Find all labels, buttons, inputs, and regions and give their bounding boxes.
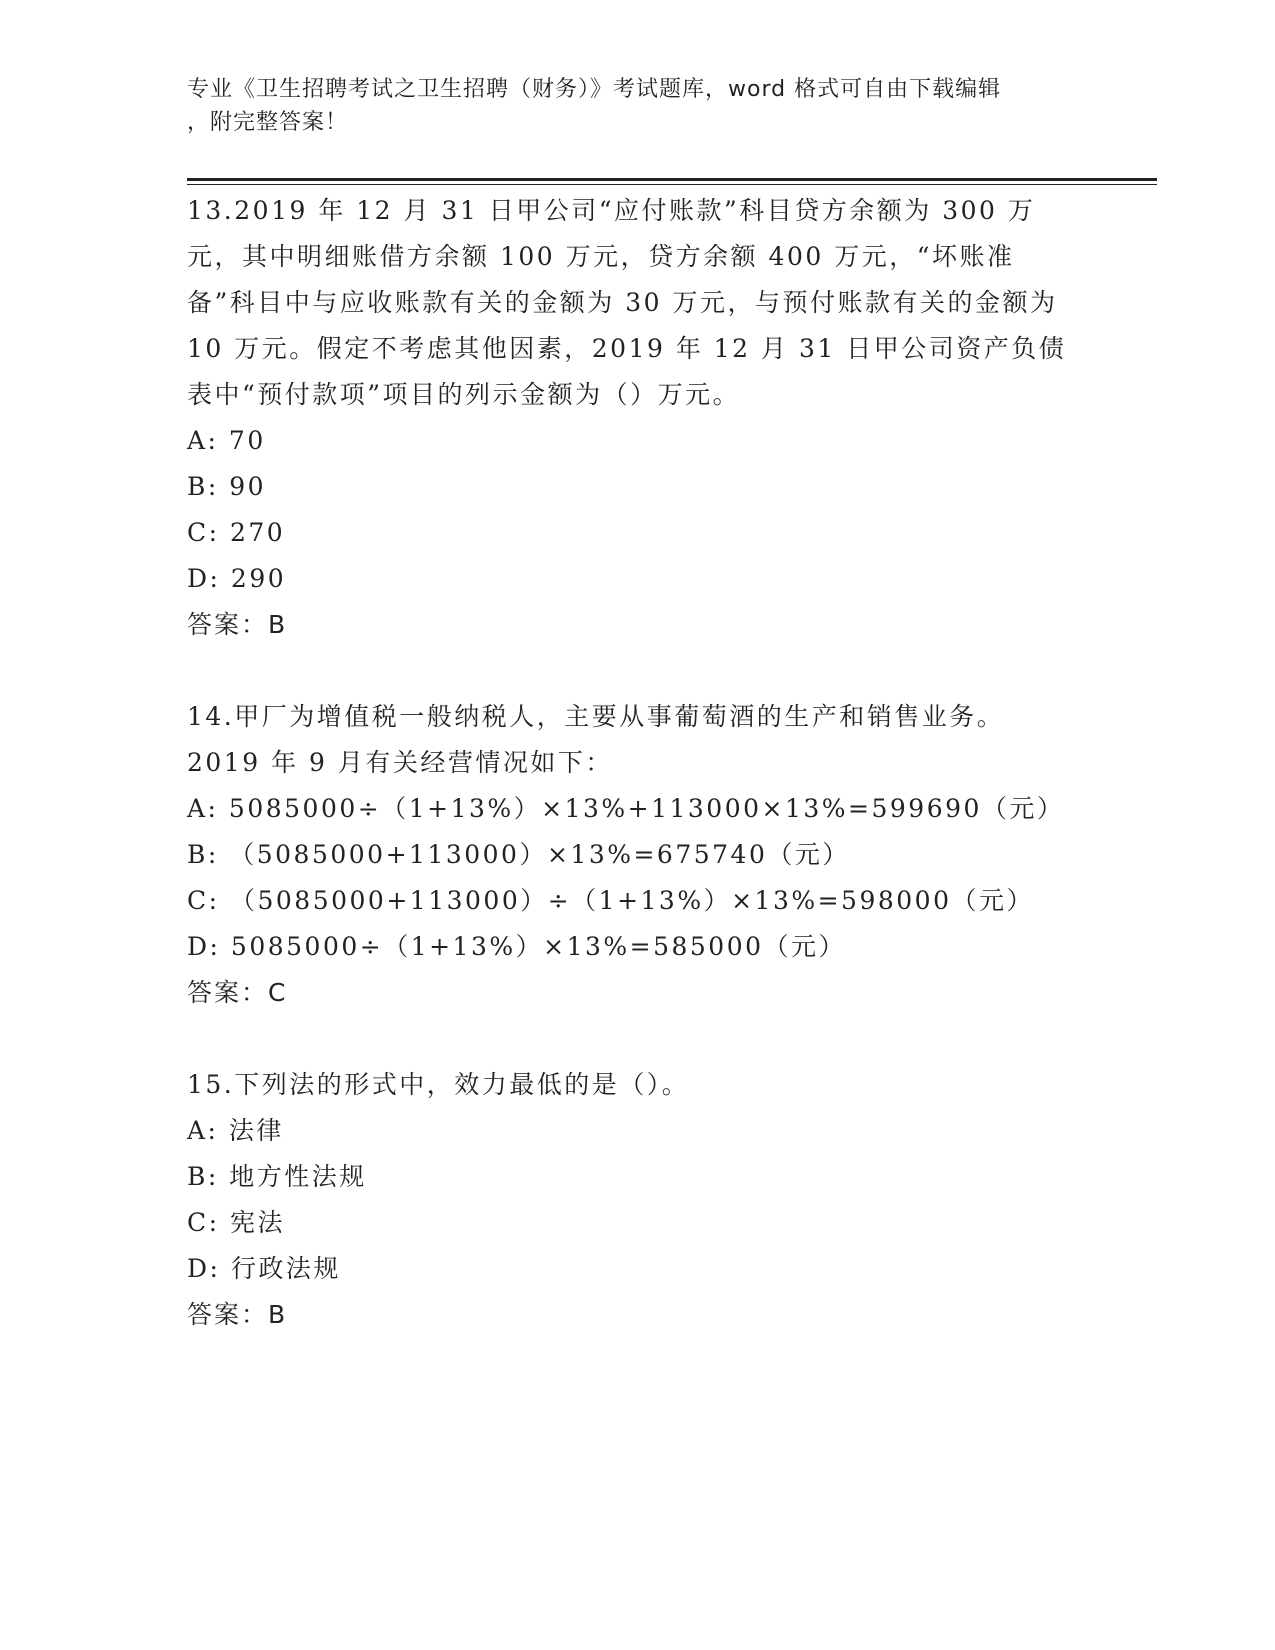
question-stem: 15.下列法的形式中，效力最低的是（）。 [187,1070,690,1099]
question-spacer [187,648,1077,694]
question-13 [187,188,1077,648]
option-c: C: 270 [187,518,286,547]
option-d: D: 5085000÷（1+13%）×13%=585000（元） [187,932,847,961]
option-b: B: 90 [187,472,267,501]
option-d: D: 行政法规 [187,1254,341,1283]
question-14 [187,694,1077,1016]
document-header [187,73,1077,139]
option-c: C: 宪法 [187,1208,285,1237]
question-list [187,188,1077,1338]
answer-line: 答案：B [187,1300,288,1329]
header-title-line: 专业《卫生招聘考试之卫生招聘（财务）》考试题库，word 格式可自由下载编辑 [187,77,1002,102]
question-stem: 13.2019 年 12 月 31 日甲公司“应付账款”科目贷方余额为 300 万元，其中明细账借方余额 100 万元，贷方余额 400 万元，“坏账准备”科目中与应收账款有关的金额为 30 万元，与预付账款有关的金额为 10 万元。假定不考虑其他因素，2019 年 12 月 31 日甲公司资产负债表中“预付款项”项目的列示金额为（）万元。 [187,196,1067,409]
option-d: D: 290 [187,564,287,593]
header-subtitle-line: ，附完整答案！ [187,110,349,135]
header-divider-thin [187,184,1157,185]
question-15 [187,1062,1077,1338]
answer-line: 答案：C [187,978,288,1007]
option-c: C: （5085000+113000）÷（1+13%）×13%=598000（元） [187,886,1034,915]
option-a: A: 70 [187,426,266,455]
option-b: B: 地方性法规 [187,1162,367,1191]
header-divider-thick [187,178,1157,181]
question-spacer [187,1016,1077,1062]
question-stem: 14.甲厂为增值税一般纳税人，主要从事葡萄酒的生产和销售业务。2019 年 9 月有关经营情况如下： [187,702,1005,777]
answer-line: 答案：B [187,610,288,639]
option-a: A: 5085000÷（1+13%）×13%+113000×13%=599690（元） [187,794,1065,823]
option-b: B: （5085000+113000）×13%=675740（元） [187,840,850,869]
option-a: A: 法律 [187,1116,284,1145]
